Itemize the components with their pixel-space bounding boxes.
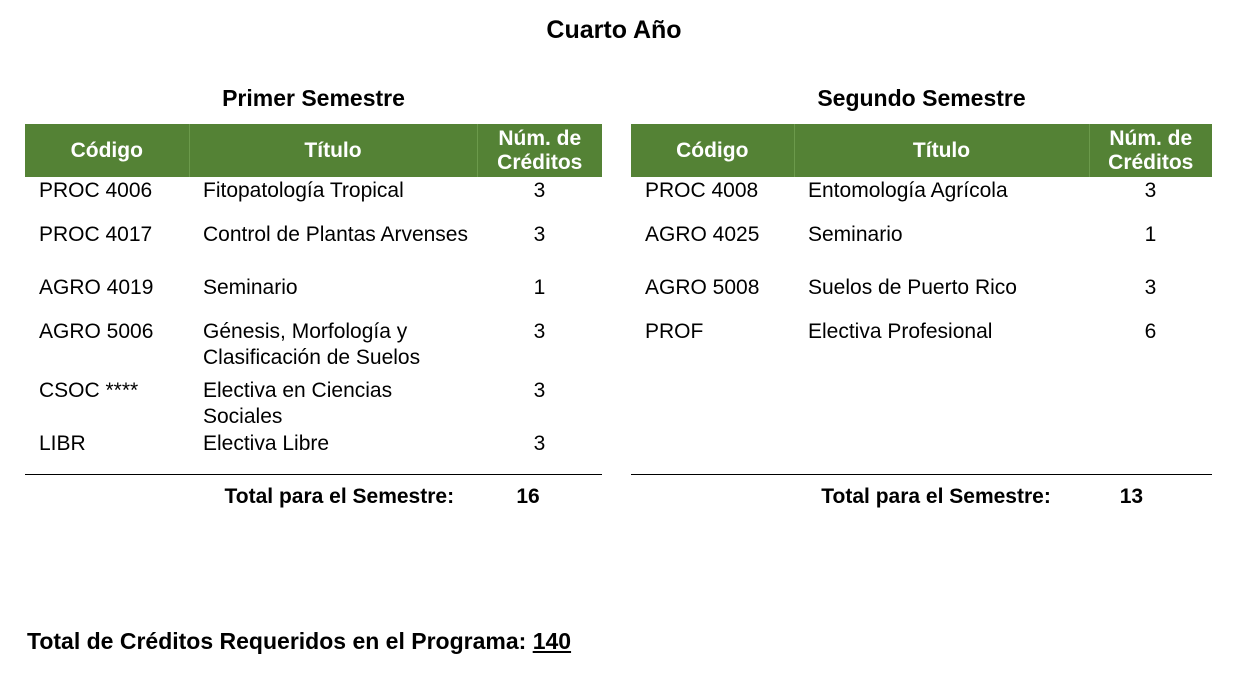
course-code: LIBR — [39, 432, 86, 455]
table-row — [25, 178, 602, 222]
course-credits: 1 — [533, 276, 546, 299]
course-code: AGRO 4019 — [39, 276, 154, 299]
first-semester-table — [25, 124, 602, 177]
course-title: Seminario — [203, 276, 298, 299]
first-semester-section — [25, 84, 602, 509]
table-header-row — [25, 124, 602, 177]
course-code: CSOC **** — [39, 379, 139, 402]
course-title: Electiva Profesional — [808, 320, 993, 343]
credits-column-header — [1089, 124, 1212, 177]
course-code: AGRO 4025 — [645, 223, 760, 246]
code-column-header: Código — [631, 124, 794, 177]
credits-header-line2: Créditos — [1108, 150, 1194, 174]
second-semester-section — [631, 84, 1212, 509]
title-column-header: Título — [189, 124, 477, 177]
table-row — [25, 378, 602, 431]
course-credits: 3 — [533, 179, 546, 202]
title-column-header: Título — [794, 124, 1089, 177]
table-row — [631, 319, 1212, 378]
semester-total-label: Total para el Semestre: — [821, 485, 1051, 508]
table-header-row — [631, 124, 1212, 177]
course-title: Fitopatología Tropical — [203, 179, 404, 202]
table-row — [25, 222, 602, 275]
first-semester-total — [25, 485, 602, 509]
course-credits: 3 — [1144, 179, 1157, 202]
course-code: AGRO 5008 — [645, 276, 760, 299]
second-semester-heading: Segundo Semestre — [817, 85, 1026, 111]
table-row — [631, 222, 1212, 275]
first-semester-body — [25, 177, 602, 475]
course-title: Electiva Libre — [203, 432, 330, 455]
course-credits: 3 — [533, 320, 546, 343]
second-semester-body — [631, 177, 1212, 475]
page-title: Cuarto Año — [546, 16, 682, 44]
credits-header-line1: Núm. de — [1109, 126, 1193, 150]
course-credits: 6 — [1144, 320, 1157, 343]
second-semester-table — [631, 124, 1212, 177]
course-title: Suelos de Puerto Rico — [808, 276, 1017, 299]
second-semester-rows — [631, 178, 1212, 378]
course-code: PROC 4017 — [39, 223, 153, 246]
course-code: PROC 4008 — [645, 179, 759, 202]
table-row — [25, 319, 602, 378]
course-title: Entomología Agrícola — [808, 179, 1008, 202]
course-credits: 3 — [533, 379, 546, 402]
table-row — [631, 275, 1212, 319]
course-code: PROC 4006 — [39, 179, 153, 202]
program-total-value: 140 — [532, 628, 572, 654]
semester-total-label: Total para el Semestre: — [224, 485, 455, 508]
course-credits: 3 — [533, 223, 546, 246]
course-credits: 3 — [533, 432, 546, 455]
credits-column-header — [477, 124, 602, 177]
credits-header-line2: Créditos — [497, 150, 583, 174]
second-semester-total — [631, 485, 1212, 509]
course-code: PROF — [645, 320, 704, 343]
course-title: Seminario — [808, 223, 903, 246]
course-title: Génesis, Morfología y Clasificación de Suelos — [203, 320, 421, 369]
credits-header-line1: Núm. de — [498, 126, 582, 150]
code-column-header: Código — [25, 124, 189, 177]
course-title: Control de Plantas Arvenses — [203, 223, 468, 246]
first-semester-rows — [25, 178, 602, 465]
course-title: Electiva en Ciencias Sociales — [203, 379, 393, 428]
course-credits: 1 — [1144, 223, 1157, 246]
program-total-label: Total de Créditos Requeridos en el Programa: — [27, 628, 527, 654]
course-code: AGRO 5006 — [39, 320, 154, 343]
course-credits: 3 — [1144, 276, 1157, 299]
semester-total-value: 16 — [516, 485, 540, 508]
program-total — [27, 628, 571, 655]
first-semester-heading: Primer Semestre — [222, 85, 405, 111]
table-row — [25, 275, 602, 319]
table-row — [25, 431, 602, 465]
semester-total-value: 13 — [1119, 485, 1144, 508]
table-row — [631, 178, 1212, 222]
